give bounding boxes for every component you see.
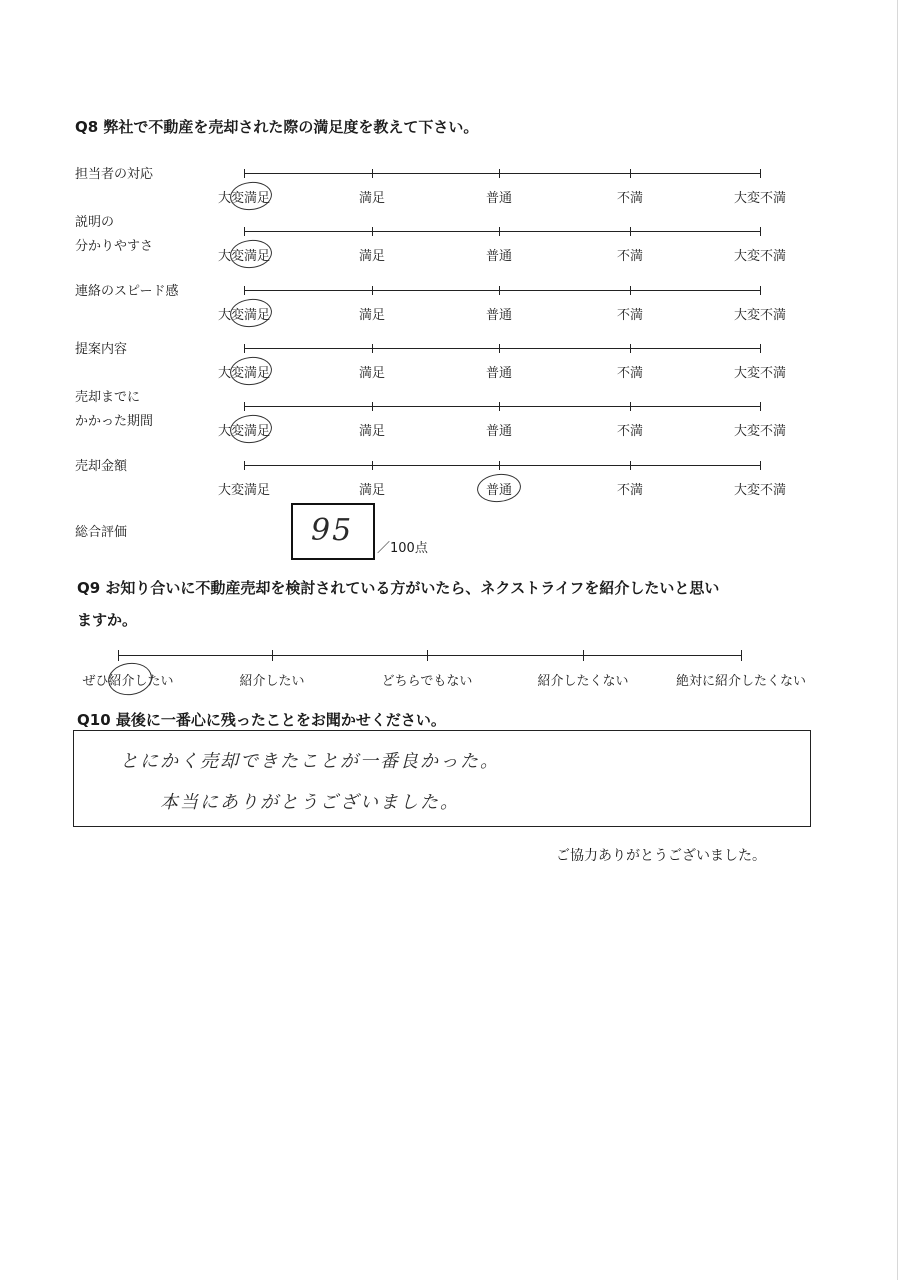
rating-option[interactable]: 大変満足 [217, 483, 271, 498]
rating-option[interactable]: 大変不満 [733, 308, 787, 323]
rating-tick [372, 344, 373, 353]
q8-row-label: かかった期間 [75, 414, 154, 429]
rating-option[interactable]: 大変不満 [733, 191, 787, 206]
q8-row-label: 説明の [75, 215, 115, 230]
rating-option[interactable]: 満足 [358, 249, 386, 264]
rating-option[interactable]: 満足 [358, 191, 386, 206]
recommend-option[interactable]: 紹介したくない [537, 674, 629, 689]
rating-option[interactable]: 普通 [485, 308, 513, 323]
rating-tick [630, 286, 631, 295]
rating-tick [372, 461, 373, 470]
rating-option[interactable]: 不満 [616, 424, 644, 439]
selected-mark-circle [476, 472, 523, 504]
rating-scale-line [244, 231, 760, 232]
recommend-option[interactable]: 絶対に紹介したくない [675, 674, 807, 689]
rating-tick [760, 227, 761, 236]
rating-option[interactable]: 普通 [485, 366, 513, 381]
q10-comment-box[interactable] [73, 730, 811, 827]
rating-option[interactable]: 不満 [616, 308, 644, 323]
recommend-tick [427, 650, 428, 661]
rating-option[interactable]: 満足 [358, 424, 386, 439]
rating-tick [244, 402, 245, 411]
q9-title-line2: ますか。 [77, 611, 138, 629]
rating-tick [499, 227, 500, 236]
recommend-option[interactable]: ぜひ紹介したい [82, 674, 174, 689]
rating-option[interactable]: 不満 [616, 366, 644, 381]
recommend-tick [272, 650, 273, 661]
recommend-scale-line [118, 655, 741, 656]
rating-option[interactable]: 大変不満 [733, 483, 787, 498]
rating-option[interactable]: 普通 [485, 191, 513, 206]
rating-tick [244, 286, 245, 295]
recommend-option[interactable]: 紹介したい [239, 674, 305, 689]
rating-option[interactable]: 大変満足 [217, 308, 271, 323]
selected-mark-circle [229, 413, 274, 445]
rating-scale-line [244, 348, 760, 349]
rating-option[interactable]: 不満 [616, 483, 644, 498]
q9-title-line1: Q9 お知り合いに不動産売却を検討されている方がいたら、ネクストライフを紹介したいと思い [77, 579, 720, 597]
rating-option[interactable]: 満足 [358, 308, 386, 323]
rating-option[interactable]: 満足 [358, 366, 386, 381]
rating-tick [372, 402, 373, 411]
rating-tick [630, 344, 631, 353]
rating-option[interactable]: 普通 [485, 483, 513, 498]
recommend-tick [118, 650, 119, 661]
rating-option[interactable]: 大変満足 [217, 366, 271, 381]
rating-option[interactable]: 不満 [616, 191, 644, 206]
page-edge [897, 0, 898, 1280]
selected-mark-circle [106, 660, 154, 698]
rating-option[interactable]: 普通 [485, 249, 513, 264]
rating-option[interactable]: 大変満足 [217, 424, 271, 439]
overall-label: 総合評価 [75, 525, 128, 540]
q10-title: Q10 最後に一番心に残ったことをお聞かせください。 [77, 711, 446, 729]
rating-option[interactable]: 大変不満 [733, 424, 787, 439]
q10-answer-line1: とにかく売却できたことが一番良かった。 [120, 751, 500, 772]
rating-tick [244, 227, 245, 236]
rating-tick [244, 169, 245, 178]
rating-scale-line [244, 406, 760, 407]
selected-mark-circle [229, 238, 274, 270]
rating-tick [630, 461, 631, 470]
q8-row-label: 連絡のスピード感 [75, 284, 179, 299]
recommend-option[interactable]: どちらでもない [381, 674, 473, 689]
rating-option[interactable]: 普通 [485, 424, 513, 439]
q8-row-label: 売却までに [75, 390, 141, 405]
rating-tick [499, 169, 500, 178]
q8-row-label: 提案内容 [75, 342, 128, 357]
rating-option[interactable]: 大変不満 [733, 366, 787, 381]
rating-option[interactable]: 不満 [616, 249, 644, 264]
selected-mark-circle [229, 180, 274, 212]
selected-mark-circle [229, 355, 274, 387]
rating-tick [372, 169, 373, 178]
rating-tick [760, 461, 761, 470]
rating-tick [499, 402, 500, 411]
closing-thanks: ご協力ありがとうございました。 [556, 848, 766, 864]
rating-option[interactable]: 大変満足 [217, 249, 271, 264]
q8-row-label: 分かりやすさ [75, 239, 154, 254]
q8-row-label: 担当者の対応 [75, 167, 154, 182]
rating-tick [499, 344, 500, 353]
rating-tick [630, 402, 631, 411]
overall-score-value: 95 [311, 513, 354, 548]
q8-row-label: 売却金額 [75, 459, 128, 474]
overall-score-box[interactable] [291, 503, 375, 560]
rating-tick [760, 402, 761, 411]
recommend-tick [583, 650, 584, 661]
rating-scale-line [244, 465, 760, 466]
rating-tick [244, 344, 245, 353]
rating-tick [499, 461, 500, 470]
rating-tick [760, 169, 761, 178]
rating-tick [630, 227, 631, 236]
rating-option[interactable]: 大変不満 [733, 249, 787, 264]
rating-option[interactable]: 大変満足 [217, 191, 271, 206]
rating-scale-line [244, 290, 760, 291]
rating-tick [760, 344, 761, 353]
selected-mark-circle [229, 297, 274, 329]
q10-answer-line2: 本当にありがとうございました。 [160, 792, 460, 813]
q8-title: Q8 弊社で不動産を売却された際の満足度を教えて下さい。 [75, 118, 479, 136]
rating-tick [499, 286, 500, 295]
rating-tick [372, 286, 373, 295]
rating-option[interactable]: 満足 [358, 483, 386, 498]
rating-scale-line [244, 173, 760, 174]
rating-tick [630, 169, 631, 178]
rating-tick [244, 461, 245, 470]
recommend-tick [741, 650, 742, 661]
rating-tick [760, 286, 761, 295]
rating-tick [372, 227, 373, 236]
overall-score-suffix: ／100点 [377, 541, 428, 556]
